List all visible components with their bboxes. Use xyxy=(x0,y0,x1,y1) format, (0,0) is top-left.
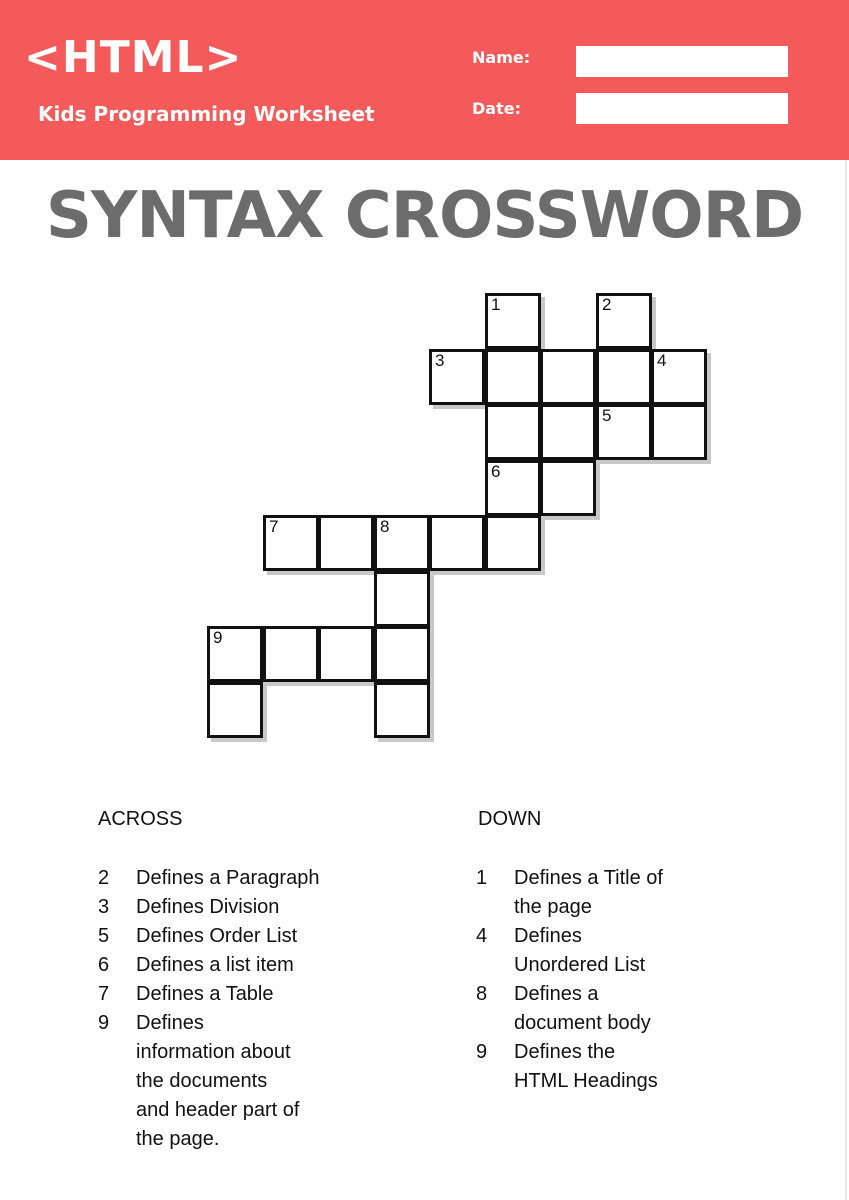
clue-number: 2 xyxy=(602,295,612,314)
clue-number: 5 xyxy=(602,406,612,425)
clue-text: Defines a list item xyxy=(136,954,294,976)
clue-number: 3 xyxy=(98,896,110,918)
name-label: Name: xyxy=(472,48,531,67)
crossword-cell[interactable] xyxy=(540,349,596,405)
across-clue xyxy=(98,893,428,922)
down-clue xyxy=(476,980,806,1038)
crossword-cell[interactable] xyxy=(374,571,430,627)
crossword-cell[interactable] xyxy=(485,293,541,349)
brand-logo-text: <HTML> xyxy=(24,32,243,83)
clue-number: 4 xyxy=(476,925,488,947)
down-clue xyxy=(476,864,806,922)
crossword-cell[interactable] xyxy=(485,460,541,516)
crossword-cell[interactable] xyxy=(540,404,596,460)
crossword-cell[interactable] xyxy=(540,460,596,516)
clue-number: 1 xyxy=(476,867,488,889)
clue-text: Defines Order List xyxy=(136,925,298,947)
across-clue xyxy=(98,951,428,980)
clue-number: 2 xyxy=(98,867,110,889)
name-field[interactable] xyxy=(576,46,788,77)
crossword-cell[interactable] xyxy=(374,626,430,682)
across-clue xyxy=(98,922,428,951)
clue-number: 7 xyxy=(269,517,279,536)
clue-number: 4 xyxy=(657,351,667,370)
crossword-cell[interactable] xyxy=(485,349,541,405)
worksheet-subtitle: Kids Programming Worksheet xyxy=(38,102,375,126)
crossword-cell[interactable] xyxy=(263,626,319,682)
clue-number: 7 xyxy=(98,983,110,1005)
crossword-cell[interactable] xyxy=(485,515,541,571)
clue-number: 9 xyxy=(476,1041,488,1063)
clue-number: 9 xyxy=(213,628,223,647)
crossword-cell[interactable] xyxy=(596,293,652,349)
crossword-cell[interactable] xyxy=(651,349,707,405)
across-clue xyxy=(98,980,428,1009)
down-heading: DOWN xyxy=(478,808,542,830)
crossword-cell[interactable] xyxy=(263,515,319,571)
worksheet-header xyxy=(0,0,849,160)
clue-number: 8 xyxy=(476,983,488,1005)
crossword-cell[interactable] xyxy=(429,515,485,571)
clue-text: Defines a Table xyxy=(136,983,274,1005)
crossword-cell[interactable] xyxy=(207,682,263,738)
crossword-cell[interactable] xyxy=(596,404,652,460)
clue-number: 8 xyxy=(380,517,390,536)
clue-text: Defines a Paragraph xyxy=(136,867,320,889)
clue-number: 5 xyxy=(98,925,110,947)
clue-text: Defines the HTML Headings xyxy=(514,1041,658,1092)
down-clue xyxy=(476,1038,806,1096)
clue-number: 6 xyxy=(98,954,110,976)
across-clue xyxy=(98,864,428,893)
clue-text: Defines a document body xyxy=(514,983,651,1034)
crossword-cell[interactable] xyxy=(374,682,430,738)
clue-text: Defines Division xyxy=(136,896,280,918)
page-title: SYNTAX CROSSWORD xyxy=(45,179,804,253)
clue-number: 9 xyxy=(98,1012,110,1034)
crossword-cell[interactable] xyxy=(429,349,485,405)
down-clue xyxy=(476,922,806,980)
crossword-cell[interactable] xyxy=(596,349,652,405)
crossword-cell[interactable] xyxy=(207,626,263,682)
clue-text: Defines Unordered List xyxy=(514,925,646,976)
date-field[interactable] xyxy=(576,93,788,124)
page-edge-divider xyxy=(845,160,847,1200)
clue-text: Defines information about the documents and header part of the page. xyxy=(136,1012,300,1150)
clue-text: Defines a Title of the page xyxy=(514,867,663,918)
date-label: Date: xyxy=(472,99,521,118)
across-heading: ACROSS xyxy=(98,808,183,830)
crossword-cell[interactable] xyxy=(318,626,374,682)
clue-number: 3 xyxy=(435,351,445,370)
across-clue xyxy=(98,1009,428,1154)
crossword-cell[interactable] xyxy=(651,404,707,460)
clue-number: 6 xyxy=(491,462,501,481)
crossword-cell[interactable] xyxy=(374,515,430,571)
clue-number: 1 xyxy=(491,295,501,314)
crossword-cell[interactable] xyxy=(485,404,541,460)
crossword-cell[interactable] xyxy=(318,515,374,571)
